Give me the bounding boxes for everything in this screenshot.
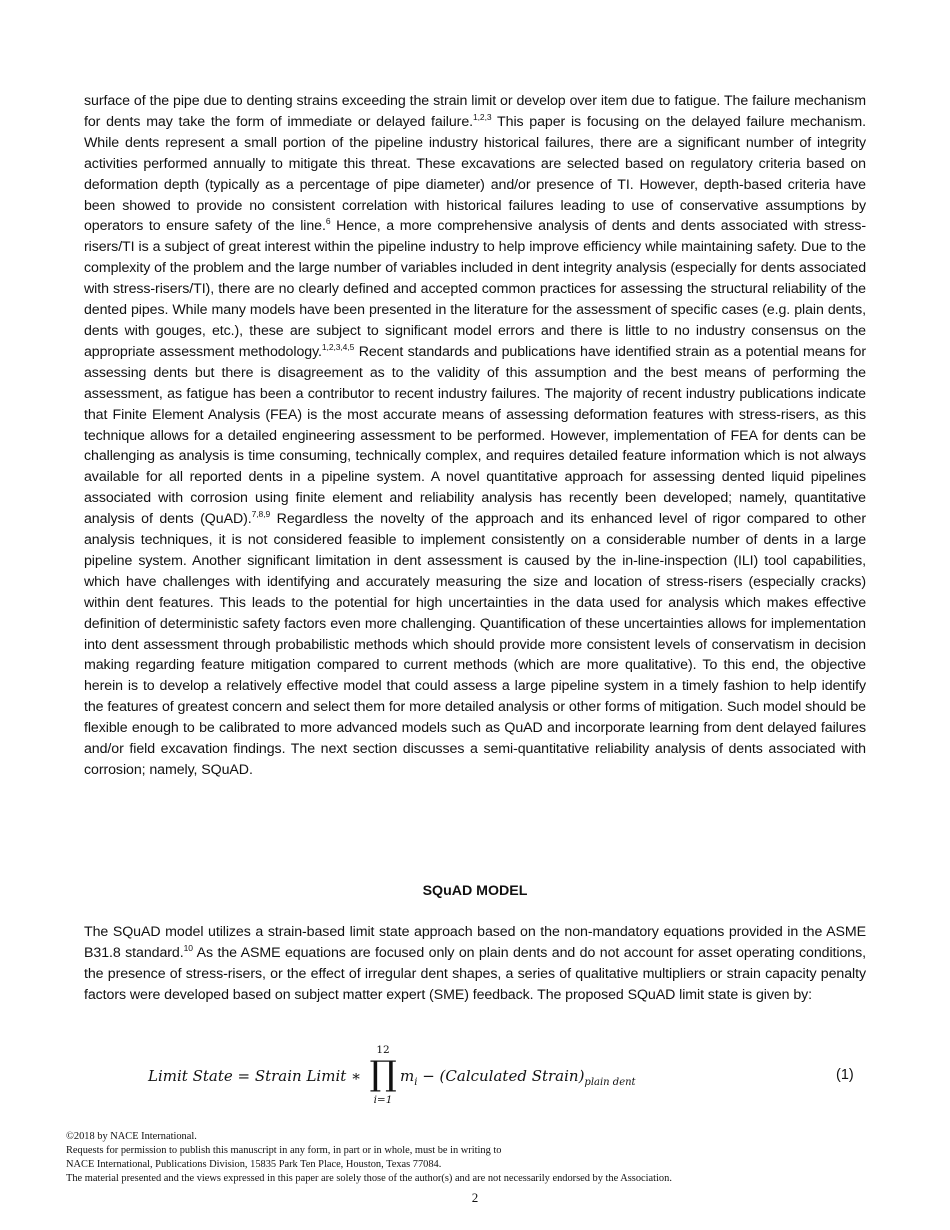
product-operator — [368, 1042, 398, 1110]
section-heading: SQuAD MODEL — [422, 883, 528, 899]
footer-permission: Requests for permission to publish this manuscript in any form, in part or in whole, must be in writing to — [66, 1145, 502, 1156]
citation-superscript: 1,2,3,4,5 — [321, 341, 355, 352]
text-run: As the ASME equations are focused only on plain dents and do not account for asset operating conditions, the presence of stress-risers, or the effect of irregular dent shapes, a series of qualitative multipliers or strain capacity penalty factors were developed based on subject matter expert (SME) feedback. The proposed SQuAD limit state is given by: — [84, 944, 866, 1003]
text-run: Hence, a more comprehensive analysis of dents and dents associated with stress-risers/TI is a subject of great interest within the pipeline industry to help improve efficiency while maintaining safety. Due to the complexity of the problem and the large number of variables included in dent integrity analysis (especially for dents associated with stress-risers/TI), there are no clearly defined and accepted common practices for assessing the structural reliability of the dented pipes. While many models have been presented in the literature for the assessment of specific cases (e.g. plain dents, dents with gouges, etc.), these are subject to significant model errors and there is little to no industry consensus on the appropriate assessment methodology. — [84, 218, 866, 360]
body-paragraph-squad-model — [84, 922, 866, 1006]
citation-superscript: 1,2,3 — [473, 111, 492, 122]
multiplier-index: i — [414, 1077, 418, 1088]
page-number: 2 — [471, 1190, 479, 1205]
footer-copyright: ©2018 by NACE International. — [66, 1131, 197, 1142]
multiplier-symbol: m — [400, 1067, 415, 1085]
footer-address: NACE International, Publications Division, 15835 Park Ten Place, Houston, Texas 77084. — [66, 1159, 442, 1170]
equation-rhs — [400, 1067, 636, 1088]
product-upper-limit: 12 — [376, 1044, 390, 1056]
text-run: The SQuAD model utilizes a strain-based limit state approach based on the non-mandatory equations provided in the ASME B31.8 standard. — [84, 924, 866, 961]
copyright-footer — [66, 1130, 866, 1186]
equation-lhs: Limit State = Strain Limit ∗ — [148, 1067, 362, 1085]
footer-disclaimer: The material presented and the views expressed in this paper are solely those of the author(s) and are not necessarily endorsed by the Association. — [66, 1173, 672, 1184]
text-run: Regardless the novelty of the approach and its enhanced level of rigor compared to other analysis techniques, it is not considered feasible to implement consistently on a considerable number of dents in a large pipeline system. Another significant limitation in dent assessment is caused by the in-line-inspection (ILI) tool capabilities, which have challenges with identifying and accurately measuring the size and location of stress-risers (especially cracks) within dent features. This leads to the potential for high uncertainties in the data used for analysis which makes effective definition of deterministic safety factors even more challenging. Quantification of these uncertainties allows for implementation into dent assessment through probabilistic methods which should provide more consistent levels of conservatism in decision making regarding feature mitigation compared to current methods (which are more qualitative). To this end, the objective herein is to develop a relatively effective model that could assess a large pipeline system in a timely fashion to help identify the features of greatest concern and select them for more detailed analysis or other forms of mitigation. Such model should be flexible enough to be calibrated to more advanced models such as QuAD and incorporate learning from dent delayed failures and/or field excavation findings. The next section discusses a semi-quantitative reliability analysis of dents associated with corrosion; namely, SQuAD. — [84, 511, 866, 778]
calculated-strain-term: − (Calculated Strain) — [417, 1067, 585, 1085]
limit-state-equation — [148, 1042, 868, 1110]
body-paragraph-intro — [84, 91, 866, 781]
citation-superscript: 7,8,9 — [251, 509, 271, 520]
product-symbol: ∏ — [369, 1054, 397, 1094]
citation-superscript: 6 — [325, 216, 331, 227]
text-run: This paper is focusing on the delayed failure mechanism. While dents represent a small portion of the pipeline industry historical failures, there are a significant number of integrity activities performed annually to mitigate this threat. These excavations are selected based on regulatory criteria based on deformation depth (typically as a percentage of pipe diameter) and/or presence of TI. However, depth-based criteria have been showed to provide no consistent correlation with historical failures leading to use of conservative assumptions by operators to ensure safety of the line. — [84, 113, 866, 235]
equation-number: (1) — [836, 1067, 854, 1083]
citation-superscript: 10 — [183, 942, 193, 953]
plain-dent-subscript: plain dent — [584, 1077, 636, 1088]
product-lower-limit: i=1 — [373, 1094, 393, 1106]
text-run: Recent standards and publications have identified strain as a potential means for assessing dents but there is disagreement as to the validity of this assumption and the best means of performing the assessment, as fatigue has been a contributor to recent industry failures. The majority of recent industry publications indicate that Finite Element Analysis (FEA) is the most accurate means of assessing deformation features with stress-risers, as this technique allows for a detailed engineering assessment to be performed. However, implementation of FEA for dents can be challenging as analysis is time consuming, technically complex, and requires detailed feature information which is not always available for all reported dents in a pipeline system. A novel quantitative approach for assessing dented liquid pipelines associated with corrosion using finite element and reliability analysis has recently been developed; namely, quantitative analysis of dents (QuAD). — [84, 343, 866, 528]
text-run: surface of the pipe due to denting strains exceeding the strain limit or develop over item due to fatigue. The failure mechanism for dents may take the form of immediate or delayed failure. — [84, 93, 866, 130]
